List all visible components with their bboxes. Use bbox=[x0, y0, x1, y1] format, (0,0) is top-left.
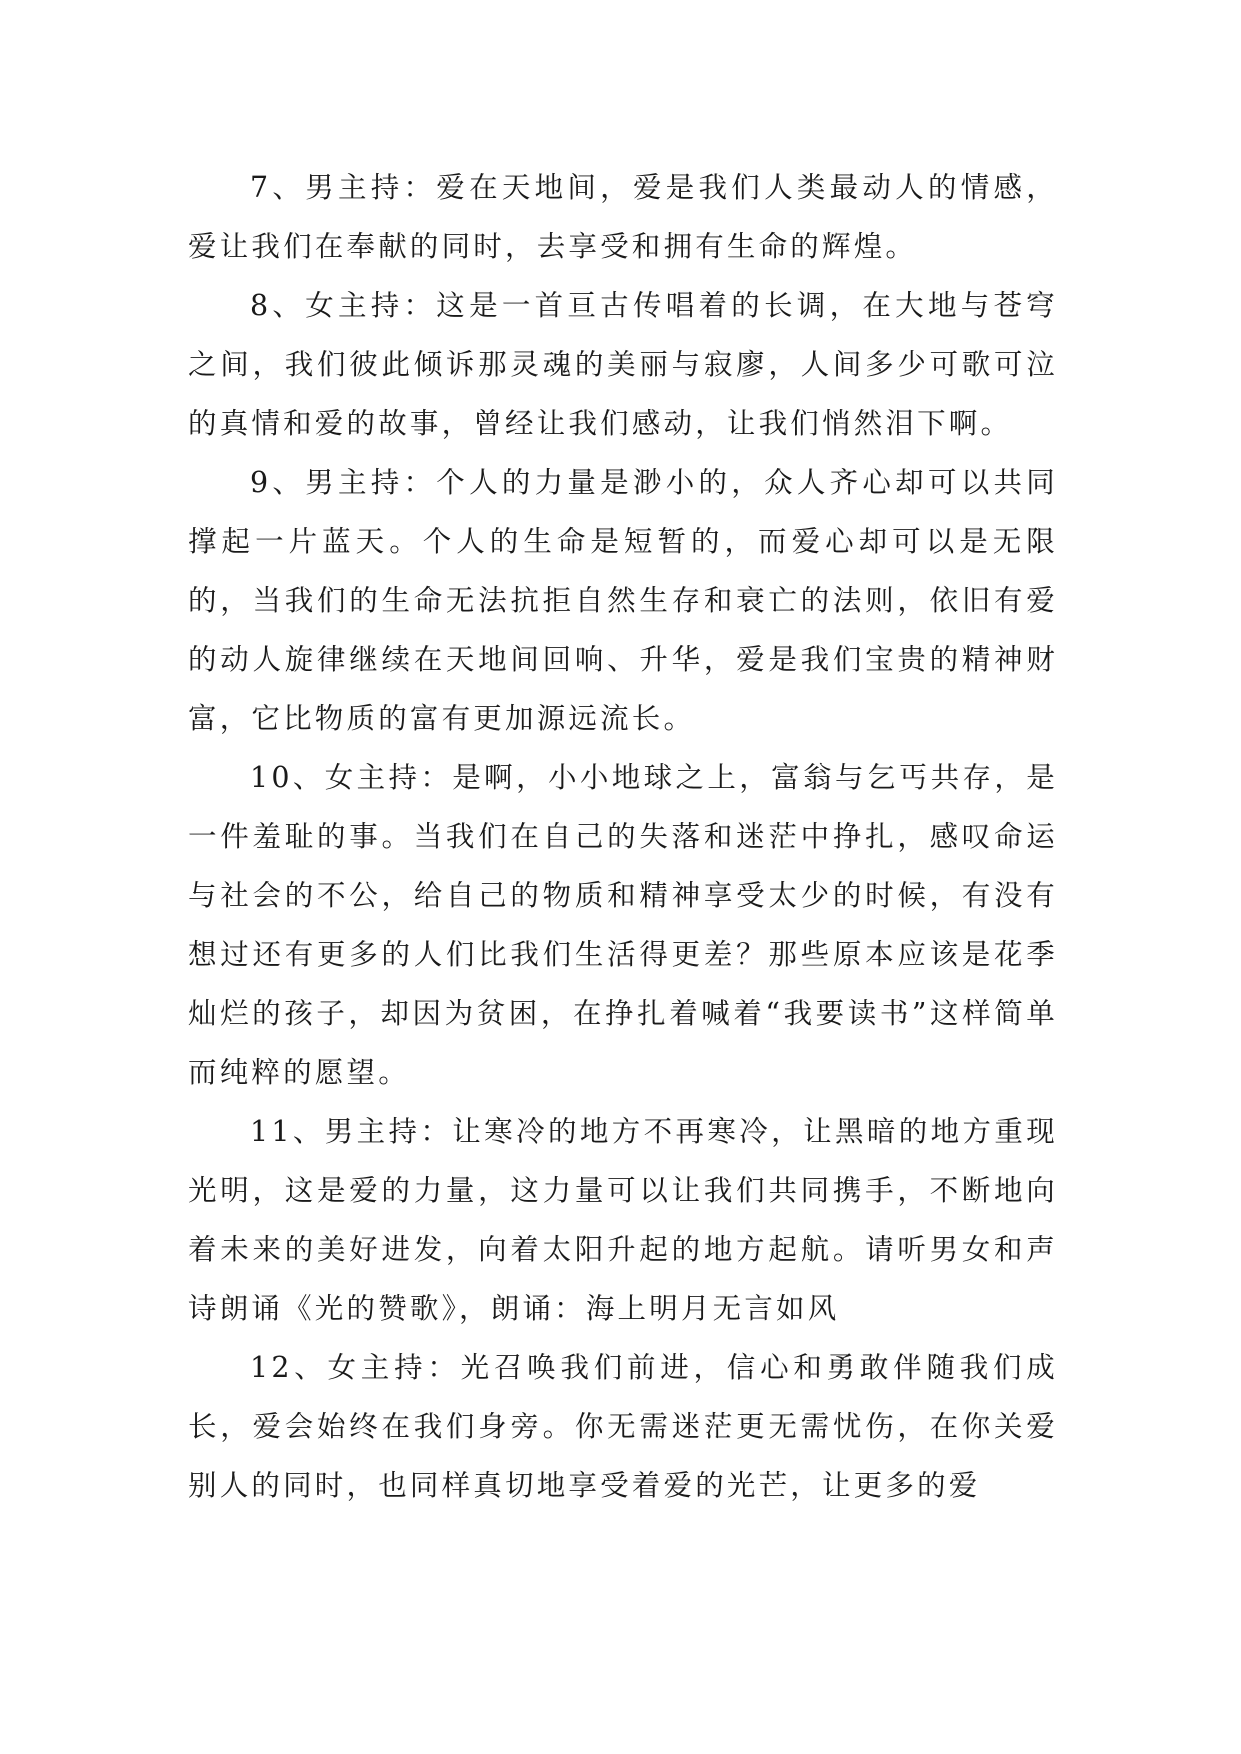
paragraph-12: 12、女主持：光召唤我们前进，信心和勇敢伴随我们成长，爱会始终在我们身旁。你无需迷茫更无需忧伤，在你关爱别人的同时，也同样真切地享受着爱的光芒，让更多的爱 bbox=[188, 1351, 1058, 1502]
paragraph-10: 10、女主持：是啊，小小地球之上，富翁与乞丐共存，是一件羞耻的事。当我们在自己的失落和迷茫中挣扎，感叹命运与社会的不公，给自己的物质和精神享受太少的时候，有没有想过还有更多的人们比我们生活得更差？那些原本应该是花季灿烂的孩子，却因为贫困，在挣扎着喊着“我要读书”这样简单而纯粹的愿望。 bbox=[188, 761, 1058, 1089]
paragraph-7: 7、男主持：爱在天地间，爱是我们人类最动人的情感，爱让我们在奉献的同时，去享受和拥有生命的辉煌。 bbox=[188, 171, 1058, 263]
document-body bbox=[188, 158, 1058, 1515]
paragraph-9: 9、男主持：个人的力量是渺小的，众人齐心却可以共同撑起一片蓝天。个人的生命是短暂的，而爱心却可以是无限的，当我们的生命无法抗拒自然生存和衰亡的法则，依旧有爱的动人旋律继续在天地间回响、升华，爱是我们宝贵的精神财富，它比物质的富有更加源远流长。 bbox=[188, 466, 1058, 735]
paragraph-8: 8、女主持：这是一首亘古传唱着的长调，在大地与苍穹之间，我们彼此倾诉那灵魂的美丽与寂廖，人间多少可歌可泣的真情和爱的故事，曾经让我们感动，让我们悄然泪下啊。 bbox=[188, 289, 1058, 440]
paragraph-11: 11、男主持：让寒冷的地方不再寒冷，让黑暗的地方重现光明，这是爱的力量，这力量可以让我们共同携手，不断地向着未来的美好进发，向着太阳升起的地方起航。请听男女和声诗朗诵《光的赞歌》，朗诵：海上明月无言如风 bbox=[188, 1115, 1058, 1325]
